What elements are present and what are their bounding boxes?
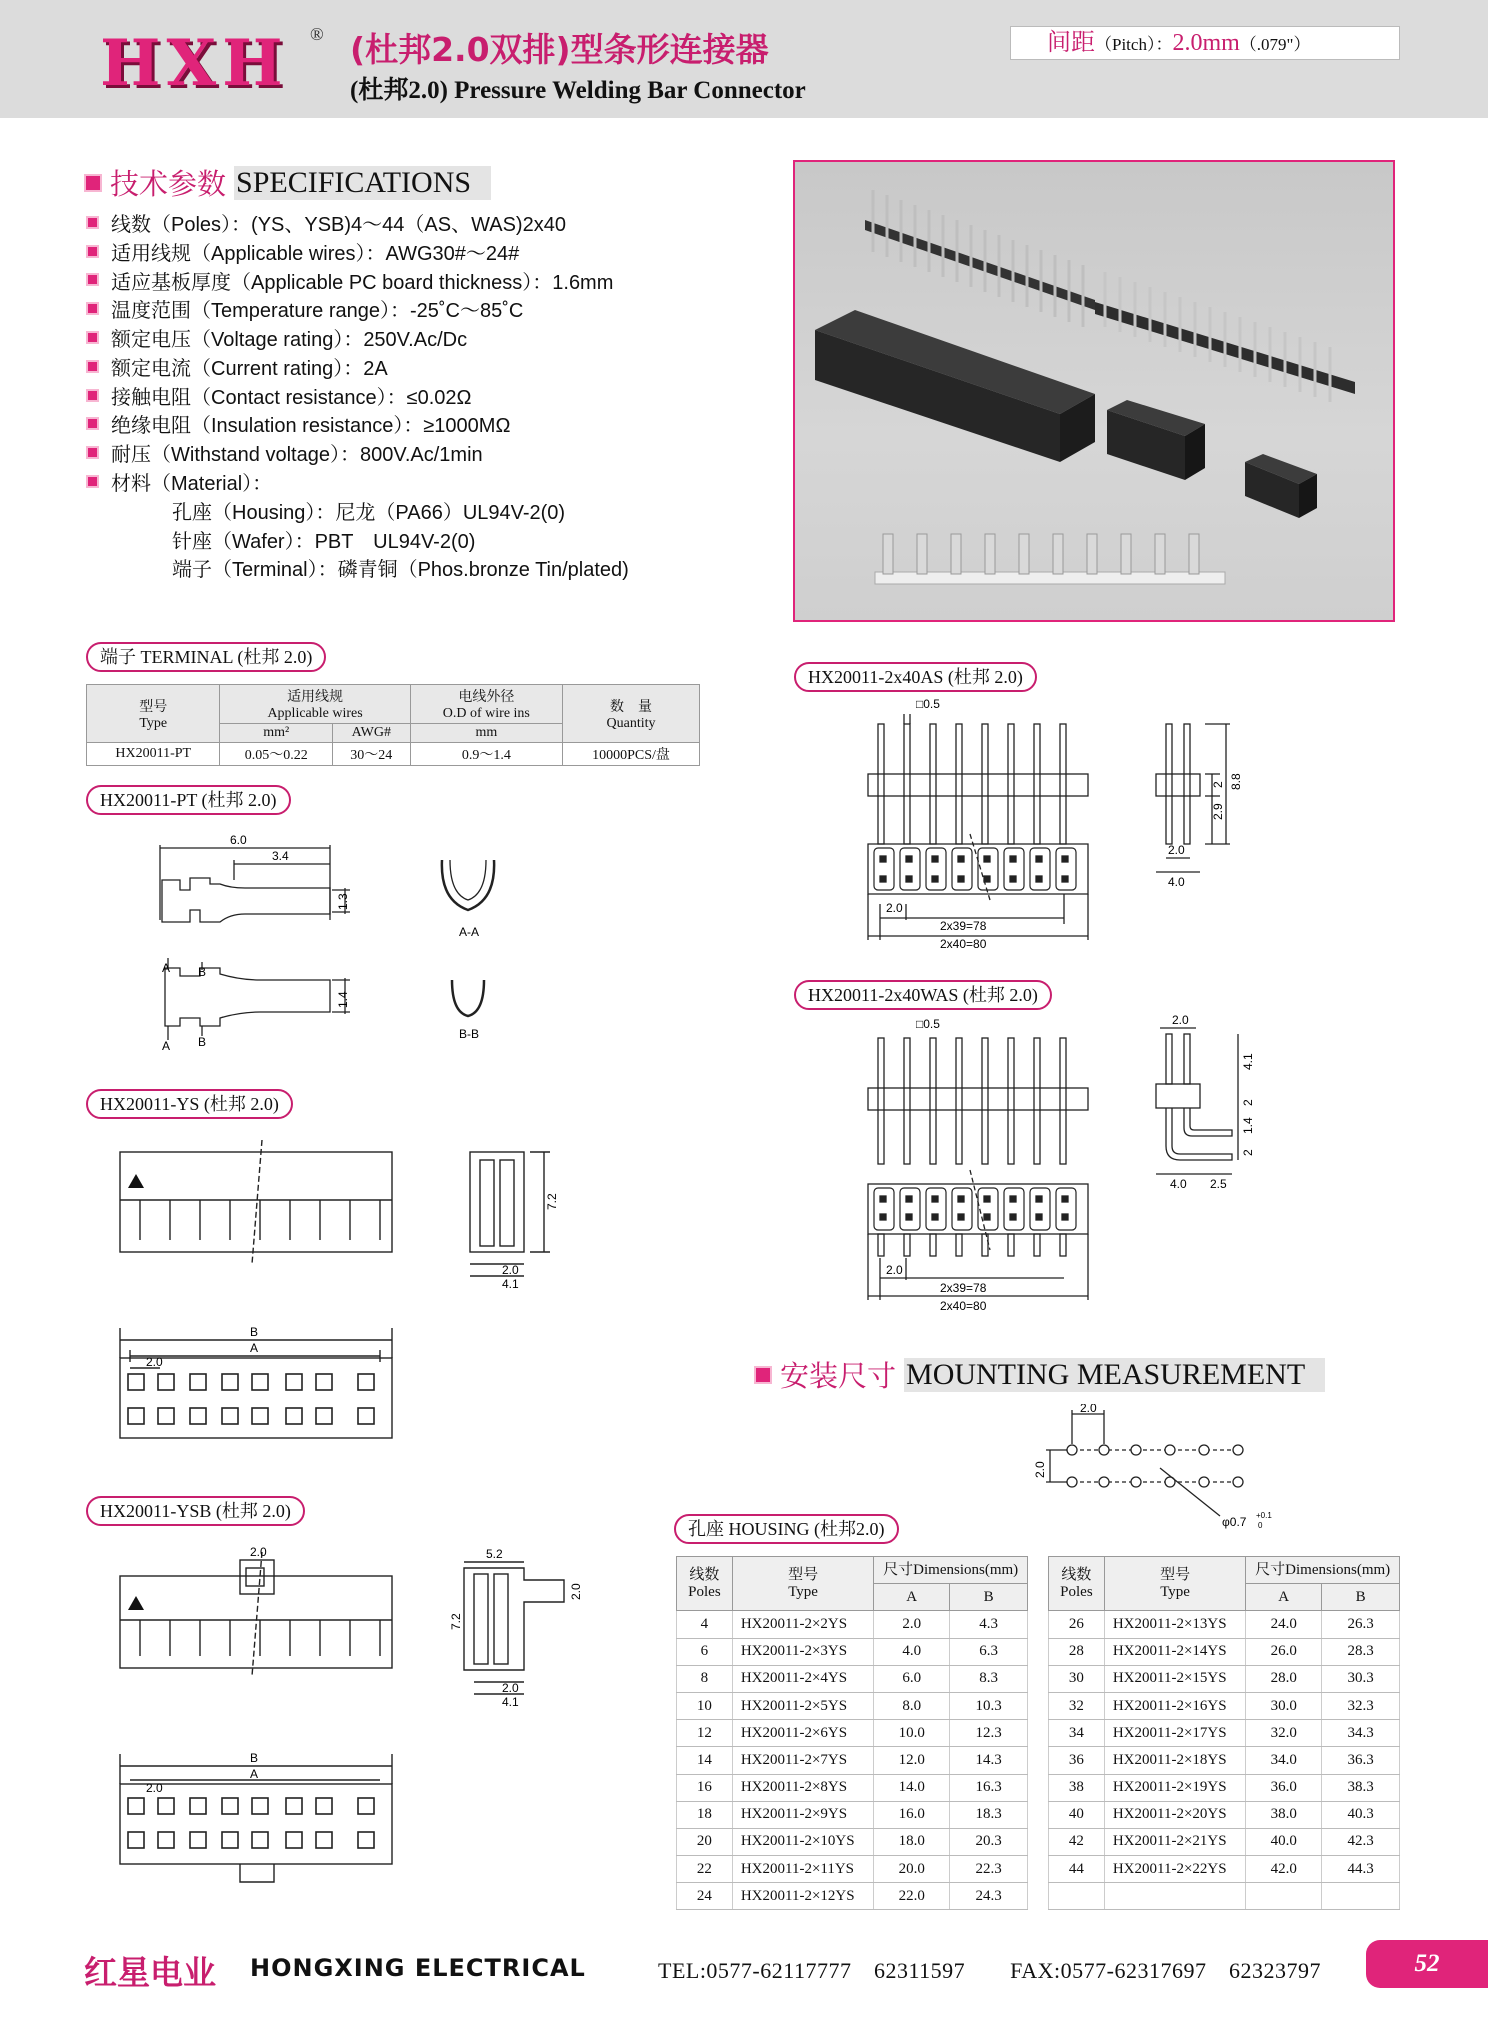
dim-2x40: 2x40=80	[940, 1299, 987, 1313]
pitch-value: 2.0mm	[1172, 30, 1240, 56]
pitch-sep: ：	[1155, 35, 1173, 54]
dim-1-4: 1.4	[336, 991, 350, 1008]
pin1-marker-icon	[128, 1596, 144, 1610]
dim-4-0: 4.0	[1170, 1177, 1187, 1191]
table-row: 42 HX20011-2×21YS 40.0 42.3	[1049, 1828, 1400, 1855]
ysb-housing-drawing	[110, 1540, 610, 1900]
dim-2x39: 2x39=78	[940, 1281, 987, 1295]
dim-2-0: 2.0	[502, 1263, 519, 1277]
table-row: 26 HX20011-2×13YS 24.0 26.3	[1049, 1611, 1400, 1638]
dim-4-1: 4.1	[502, 1277, 519, 1291]
spec-material-item: 端子（Terminal）：磷青铜（Phos.bronze Tin/plated)	[172, 559, 629, 582]
table-row: 38 HX20011-2×19YS 36.0 38.3	[1049, 1774, 1400, 1801]
section-bullet-icon	[754, 1366, 772, 1384]
footer-company-cn: 红星电业	[84, 1953, 216, 1992]
dim-5-2: 5.2	[486, 1547, 503, 1561]
dim-2-a: 2	[1241, 1099, 1255, 1106]
product-photo	[793, 160, 1395, 622]
product-photo-illustration	[795, 162, 1395, 622]
table-row: HX20011-PT 0.05～0.22 30～24 0.9～1.4 10000PCS/盘	[87, 743, 700, 766]
dim-2: 2	[1211, 781, 1225, 788]
mounting-heading-cn: 安装尺寸	[780, 1359, 897, 1393]
housing-small	[1245, 454, 1317, 518]
th-type: 型号 Type	[87, 685, 220, 743]
table-row: 20 HX20011-2×10YS 18.0 20.3	[677, 1828, 1028, 1855]
table-row: 22 HX20011-2×11YS 20.0 22.3	[677, 1856, 1028, 1883]
section-b-marker-bottom: B	[198, 1035, 207, 1049]
dim-2-0-side: 2.0	[569, 1583, 583, 1600]
spec-item: 绝缘电阻（Insulation resistance）：≥1000MΩ	[86, 410, 726, 439]
th-mm2: mm²	[220, 724, 332, 743]
pitch-label: 间距	[1047, 30, 1095, 56]
table-row: 14 HX20011-2×7YS 12.0 14.3	[677, 1747, 1028, 1774]
spec-material-item: 孔座（Housing）：尼龙（PA66）UL94V-2(0)	[172, 501, 566, 524]
terminal-caption: 端子 TERMINAL (杜邦 2.0)	[86, 642, 326, 672]
th-od: 电线外径 O.D of wire ins	[410, 685, 562, 724]
dim-pitch: 2.0	[886, 1263, 903, 1277]
table-row: 12 HX20011-2×6YS 10.0 12.3	[677, 1720, 1028, 1747]
table-row: 16 HX20011-2×8YS 14.0 16.3	[677, 1774, 1028, 1801]
pitch-badge	[1010, 26, 1400, 60]
th-awg: AWG#	[332, 724, 410, 743]
as-pin-header-drawing	[860, 694, 1260, 964]
dim-a: A	[250, 1341, 259, 1355]
pin-header-right-angle	[1095, 272, 1355, 402]
spec-item: 适用线规（Applicable wires）：AWG30#～24#	[86, 237, 726, 266]
table-row: 8 HX20011-2×4YS 6.0 8.3	[677, 1665, 1028, 1692]
dim-3-4: 3.4	[272, 849, 289, 863]
specifications-heading-en: SPECIFICATIONS	[234, 166, 491, 200]
bullet-icon	[86, 475, 99, 488]
spec-item: 额定电流（Current rating）：2A	[86, 352, 726, 381]
ys-caption: HX20011-YS (杜邦 2.0)	[86, 1089, 293, 1119]
terminal-table	[86, 684, 700, 766]
table-row: 32 HX20011-2×16YS 30.0 32.3	[1049, 1692, 1400, 1719]
dim-7-2: 7.2	[545, 1193, 559, 1210]
dim-1-4: 1.4	[1241, 1117, 1255, 1134]
dim-hole-diameter: φ0.7	[1222, 1515, 1247, 1529]
bullet-icon	[86, 389, 99, 402]
bullet-icon	[86, 331, 99, 344]
dim-pitch: 2.0	[886, 901, 903, 915]
spec-item: 线数（Poles）：(YS、YSB)4～44（AS、WAS)2x40	[86, 208, 726, 237]
pt-caption: HX20011-PT (杜邦 2.0)	[86, 785, 291, 815]
bullet-icon	[86, 446, 99, 459]
dim-a: A	[250, 1767, 259, 1781]
section-a-marker-top: A	[162, 961, 171, 975]
section-a-marker-bottom: A	[162, 1039, 171, 1053]
mounting-heading-en: MOUNTING MEASUREMENT	[904, 1358, 1325, 1392]
section-b-marker-top: B	[198, 965, 207, 979]
table-row: 4 HX20011-2×2YS 2.0 4.3	[677, 1611, 1028, 1638]
dim-b: B	[250, 1325, 259, 1339]
table-row: 30 HX20011-2×15YS 28.0 30.3	[1049, 1665, 1400, 1692]
dim-2-0-v: 2.0	[1033, 1461, 1047, 1478]
spec-item: 适应基板厚度（Applicable PC board thickness）：1.6mm	[86, 266, 726, 295]
housing-long	[815, 310, 1095, 462]
pitch-inch: （.079"）	[1239, 35, 1311, 54]
spec-item: 额定电压（Voltage rating）：250V.Ac/Dc	[86, 323, 726, 352]
dim-pitch: 2.0	[146, 1355, 163, 1369]
bullet-icon	[86, 302, 99, 315]
dim-4-1: 4.1	[1241, 1053, 1255, 1070]
as-caption: HX20011-2x40AS (杜邦 2.0)	[794, 662, 1037, 692]
specifications-heading-cn: 技术参数	[110, 167, 227, 201]
table-row: 24 HX20011-2×12YS 22.0 24.3	[677, 1883, 1028, 1910]
registered-mark: ®	[310, 24, 324, 44]
dim-2-0: 2.0	[502, 1681, 519, 1695]
dim-2x39: 2x39=78	[940, 919, 987, 933]
dim-pin-square: □0.5	[916, 697, 940, 711]
housing-table-right: 线数 Poles 型号 Type 尺寸Dimensions(mm) A B 26 HX20011-2×13YS 24.0 26.3 28 HX20011-2×14YS 26.0 28.3 30 HX20011-2×15YS 28.0 30.3 32 HX20011-2×16YS 30.0 32.3 34 HX20011-2×17YS 32.0 34.3 36 HX20011-2×18YS 34.0 36.3 38 HX20011-2×19YS 36.0 38.3 40 HX20011-2×20YS 38.0 40.3 42 HX20011-2×21YS 40.0 42.3 44 HX20011-2×22YS 42.0 44.3	[1048, 1556, 1400, 1910]
dim-pin-square: □0.5	[916, 1017, 940, 1031]
bullet-icon	[86, 417, 99, 430]
dim-pitch: 2.0	[146, 1781, 163, 1795]
table-row: 10 HX20011-2×5YS 8.0 10.3	[677, 1692, 1028, 1719]
dim-8-8: 8.8	[1229, 773, 1243, 790]
dim-7-2: 7.2	[449, 1613, 463, 1630]
was-caption: HX20011-2x40WAS (杜邦 2.0)	[794, 980, 1052, 1010]
th-mm: mm	[410, 724, 562, 743]
footer-company-en: HONGXING ELECTRICAL	[250, 1954, 586, 1982]
table-row: 18 HX20011-2×9YS 16.0 18.3	[677, 1801, 1028, 1828]
dim-b: B	[250, 1751, 259, 1765]
bullet-icon	[86, 273, 99, 286]
table-row: 6 HX20011-2×3YS 4.0 6.3	[677, 1638, 1028, 1665]
pin1-marker-icon	[128, 1174, 144, 1188]
page-title-cn: (杜邦2.0双排)型条形连接器	[350, 30, 769, 69]
section-bullet-icon	[84, 174, 102, 192]
pitch-label-en: （Pitch）	[1095, 35, 1156, 54]
dim-2-5: 2.5	[1210, 1177, 1227, 1191]
th-qty: 数 量 Quantity	[563, 685, 700, 743]
table-row: 28 HX20011-2×14YS 26.0 28.3	[1049, 1638, 1400, 1665]
page-number: 52	[1366, 1940, 1488, 1988]
pt-terminal-drawing	[150, 830, 550, 1060]
dim-2-b: 2	[1241, 1149, 1255, 1156]
section-aa-label: A-A	[459, 925, 480, 939]
housing-medium	[1107, 400, 1205, 480]
dim-6-0: 6.0	[230, 833, 247, 847]
dim-4-1: 4.1	[502, 1695, 519, 1709]
page-title-en: (杜邦2.0) Pressure Welding Bar Connector	[350, 77, 806, 104]
spec-item: 材料（Material）：	[86, 467, 726, 496]
dim-4-0: 4.0	[1168, 875, 1185, 889]
table-row: 36 HX20011-2×18YS 34.0 36.3	[1049, 1747, 1400, 1774]
brand-logo: HXH	[100, 26, 289, 101]
footer-contact: TEL:0577-62117777 62311597 FAX:0577-62317697 62323797	[658, 1958, 1321, 1983]
pin-header-straight	[865, 190, 1095, 327]
bullet-icon	[86, 360, 99, 373]
bullet-icon	[86, 216, 99, 229]
ysb-caption: HX20011-YSB (杜邦 2.0)	[86, 1496, 305, 1526]
dim-2-0-top: 2.0	[1172, 1014, 1189, 1027]
was-pin-header-drawing	[860, 1014, 1260, 1334]
terminal-strip	[875, 534, 1225, 584]
bullet-icon	[86, 245, 99, 258]
table-row	[1049, 1883, 1400, 1910]
dim-hole-tol-lower: 0	[1258, 1521, 1263, 1530]
spec-item: 耐压（Withstand voltage）：800V.Ac/1min	[86, 438, 726, 467]
dim-2-9: 2.9	[1211, 803, 1225, 820]
spec-material-item: 针座（Wafer）：PBT UL94V-2(0)	[172, 530, 476, 553]
spec-list	[86, 208, 726, 582]
housing-table-left: 线数 Poles 型号 Type 尺寸Dimensions(mm) A B 4 HX20011-2×2YS 2.0 4.3 6 HX20011-2×3YS 4.0 6.3 8 HX20011-2×4YS 6.0 8.3 10 HX20011-2×5YS 8.0 10.3 12 HX20011-2×6YS 10.0 12.3 14 HX20011-2×7YS 12.0 14.3 16 HX20011-2×8YS 14.0 16.3 18 HX20011-2×9YS 16.0 18.3 20 HX20011-2×10YS 18.0 20.3 22 HX20011-2×11YS 20.0 22.3 24 HX20011-2×12YS 22.0 24.3	[676, 1556, 1028, 1910]
section-bb-label: B-B	[459, 1027, 480, 1041]
spec-item: 温度范围（Temperature range）：-25˚C～85˚C	[86, 294, 726, 323]
dim-1-3: 1.3	[336, 893, 350, 910]
dim-hole-tol-upper: +0.1	[1256, 1511, 1272, 1520]
table-row: 40 HX20011-2×20YS 38.0 40.3	[1049, 1801, 1400, 1828]
ys-housing-drawing	[110, 1140, 570, 1450]
specifications-heading	[84, 162, 491, 203]
spec-item: 接触电阻（Contact resistance）：≤0.02Ω	[86, 381, 726, 410]
mounting-heading	[754, 1354, 1325, 1395]
mounting-hole-pattern	[1030, 1404, 1300, 1534]
table-row: 34 HX20011-2×17YS 32.0 34.3	[1049, 1720, 1400, 1747]
dim-2x40: 2x40=80	[940, 937, 987, 951]
th-wires: 适用线规 Applicable wires	[220, 685, 410, 724]
dim-2-0-top: 2.0	[250, 1545, 267, 1559]
housing-caption: 孔座 HOUSING (杜邦2.0)	[674, 1514, 899, 1544]
dim-2-0-side: 2.0	[1168, 843, 1185, 857]
dim-2-0-h: 2.0	[1080, 1404, 1097, 1415]
table-row: 44 HX20011-2×22YS 42.0 44.3	[1049, 1856, 1400, 1883]
